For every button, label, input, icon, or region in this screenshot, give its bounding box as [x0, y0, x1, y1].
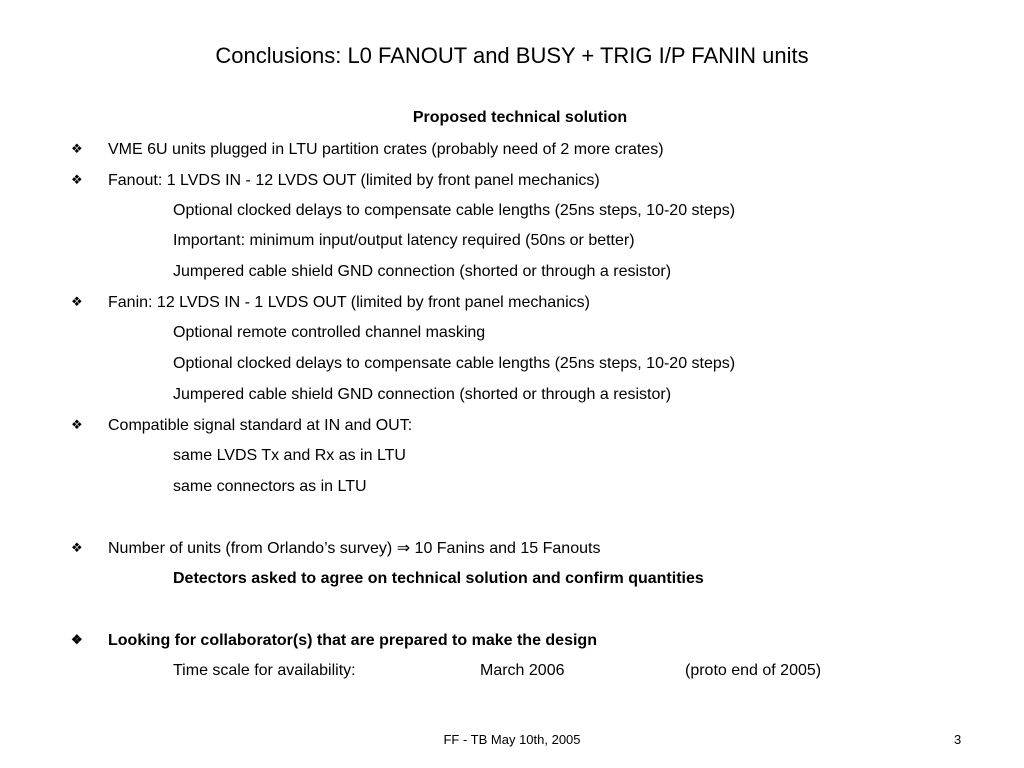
bullet-text: VME 6U units plugged in LTU partition crates (probably need of 2 more crates)	[108, 141, 664, 158]
bullet-text: Fanout: 1 LVDS IN - 12 LVDS OUT (limited by front panel mechanics)	[108, 172, 600, 189]
sub-item: same connectors as in LTU	[173, 478, 367, 495]
sub-item: Optional remote controlled channel masking	[173, 324, 486, 341]
diamond-bullet-icon: ❖	[71, 172, 83, 187]
timescale-row	[173, 661, 873, 681]
footer-text: FF - TB May 10th, 2005	[443, 732, 581, 747]
timescale-note: (proto end of 2005)	[685, 662, 822, 679]
slide-subtitle: Proposed technical solution	[412, 109, 628, 126]
bullet-compatible	[71, 415, 412, 436]
diamond-bullet-icon: ❖	[71, 141, 83, 156]
bullet-vme	[71, 139, 664, 160]
timescale-date: March 2006	[480, 662, 565, 679]
bullet-units	[71, 538, 600, 559]
diamond-bullet-icon: ❖	[71, 632, 83, 647]
bullet-fanin	[71, 292, 590, 313]
page-number: 3	[954, 732, 962, 747]
sub-item: Important: minimum input/output latency required (50ns or better)	[173, 232, 635, 249]
timescale-label: Time scale for availability:	[173, 662, 356, 679]
diamond-bullet-icon: ❖	[71, 417, 83, 432]
bullet-text: Fanin: 12 LVDS IN - 1 LVDS OUT (limited by front panel mechanics)	[108, 294, 590, 311]
bullet-fanout	[71, 170, 600, 191]
sub-item: Jumpered cable shield GND connection (shorted or through a resistor)	[173, 263, 672, 280]
sub-item-bold: Detectors asked to agree on technical solution and confirm quantities	[173, 570, 704, 587]
bullet-collaborator	[71, 630, 597, 651]
diamond-bullet-icon: ❖	[71, 540, 83, 555]
sub-item: same LVDS Tx and Rx as in LTU	[173, 447, 406, 464]
bullet-text: Compatible signal standard at IN and OUT:	[108, 417, 413, 434]
diamond-bullet-icon: ❖	[71, 294, 83, 309]
bullet-text: Number of units (from Orlando’s survey) ⇒ 10 Fanins and 15 Fanouts	[108, 540, 601, 557]
sub-item: Optional clocked delays to compensate cable lengths (25ns steps, 10-20 steps)	[173, 202, 736, 219]
bullet-text: Looking for collaborator(s) that are prepared to make the design	[108, 632, 597, 649]
sub-item: Optional clocked delays to compensate cable lengths (25ns steps, 10-20 steps)	[173, 355, 736, 372]
slide-title: Conclusions: L0 FANOUT and BUSY + TRIG I/P FANIN units	[215, 43, 809, 68]
sub-item: Jumpered cable shield GND connection (shorted or through a resistor)	[173, 386, 672, 403]
